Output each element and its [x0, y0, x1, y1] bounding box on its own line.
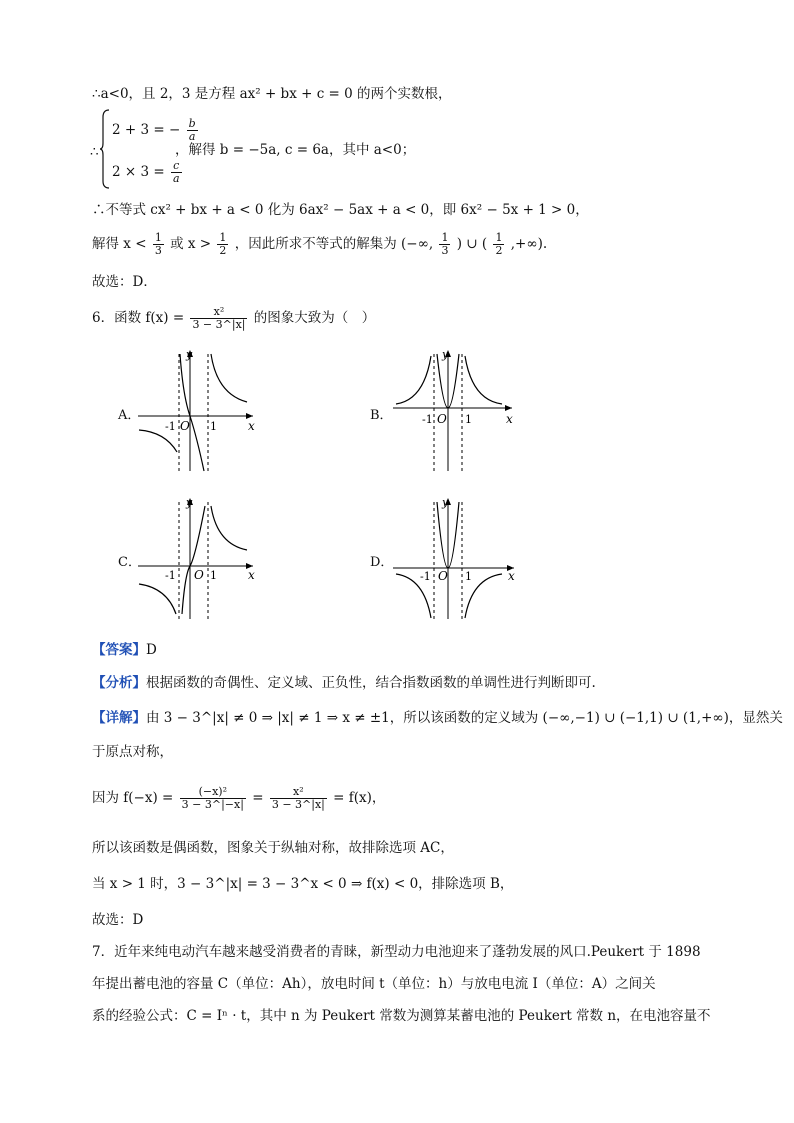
- neg-one-label: -1: [165, 420, 176, 433]
- x-label: x: [508, 569, 515, 583]
- option-b-label: B．: [370, 408, 393, 423]
- question-6: 6．函数 f(x) = $\frac{\text{x²}}{3 - 3\^{}|x|}$ 的图象大致为（ ）: [92, 305, 376, 331]
- solution-line: 解得 x < $\frac{1}{3}$ 或 x > $\frac{1}{2}$ ，因此所求不等式的解集为 (−∞, $\frac{1}{3}$ ) ∪ ( $\frac{1}{2}$ ,+∞).: [92, 231, 548, 257]
- because-line: 因为 f(−x) = $\frac{\text{(−x)²}}{3 - 3\^{}|-x|}$ = $\frac{\text{x²}}{3 - 3\^{}|x|}$ = f(x)，: [92, 785, 386, 811]
- x-label: x: [506, 412, 513, 426]
- system-result: ，解得 b = −5a, c = 6a，其中 a<0；: [175, 142, 416, 158]
- text-line: ∴a<0，且 2，3 是方程 ax² + bx + c = 0 的两个实数根，: [92, 86, 452, 102]
- graph-option-a: [135, 346, 265, 474]
- graph-option-c: [135, 494, 265, 622]
- option-d-label: D．: [370, 555, 394, 570]
- analysis-line: 【分析】根据函数的奇偶性、定义域、正负性，结合指数函数的单调性进行判断即可.: [92, 675, 596, 691]
- pos-one-label: 1: [210, 569, 217, 582]
- system-equation-2: 2 × 3 = $\frac{c}{a}$: [112, 159, 180, 185]
- origin-label: O: [438, 569, 448, 583]
- text-line: 故选：D: [92, 912, 144, 928]
- text-line: 故选：D．: [92, 274, 157, 290]
- graph-option-d: [390, 494, 520, 622]
- origin-label: O: [194, 568, 204, 582]
- pos-one-label: 1: [465, 570, 472, 583]
- text-line: ∴不等式 cx² + bx + a < 0 化为 6ax² − 5ax + a < 0，即 6x² − 5x + 1 > 0，: [92, 202, 589, 218]
- neg-one-label: -1: [165, 569, 176, 582]
- brace-icon: [100, 109, 110, 189]
- pos-one-label: 1: [465, 413, 472, 426]
- pos-one-label: 1: [210, 420, 217, 433]
- question-7-line-1: 7．近年来纯电动汽车越来越受消费者的青睐，新型动力电池迎来了蓬勃发展的风口.Peukert 于 1898: [92, 944, 701, 960]
- neg-one-label: -1: [422, 413, 433, 426]
- detail-line-2: 于原点对称，: [92, 744, 173, 760]
- text-line: 当 x > 1 时，3 − 3^|x| = 3 − 3^x < 0 ⇒ f(x) < 0，排除选项 B，: [92, 876, 514, 892]
- option-a-label: A．: [118, 408, 141, 423]
- text-line: 所以该函数是偶函数，图象关于纵轴对称，故排除选项 AC，: [92, 840, 454, 856]
- y-label: y: [186, 496, 193, 509]
- option-c-label: C．: [118, 555, 141, 570]
- question-7-line-2: 年提出蓄电池的容量 C（单位：Ah），放电时间 t（单位：h）与放电电流 I（单位：A）之间关: [92, 976, 656, 992]
- detail-line: 【详解】由 3 − 3^|x| ≠ 0 ⇒ |x| ≠ 1 ⇒ x ≠ ±1，所以该函数的定义域为 (−∞,−1) ∪ (−1,1) ∪ (1,+∞)，显然关: [92, 710, 783, 726]
- neg-one-label: -1: [420, 570, 431, 583]
- y-label: y: [186, 348, 193, 361]
- y-label: y: [442, 348, 449, 361]
- origin-label: O: [180, 419, 190, 433]
- answer-line: 【答案】D: [92, 642, 157, 658]
- graph-option-b: [390, 346, 520, 474]
- system-equation-1: 2 + 3 = − $\frac{b}{a}$: [112, 117, 196, 143]
- x-label: x: [248, 568, 255, 582]
- therefore-symbol: ∴: [90, 144, 99, 160]
- origin-label: O: [437, 412, 447, 426]
- y-label: y: [442, 496, 449, 509]
- x-label: x: [248, 419, 255, 433]
- question-7-line-3: 系的经验公式：C = Iⁿ · t，其中 n 为 Peukert 常数为测算某蓄电池的 Peukert 常数 n，在电池容量不: [92, 1008, 711, 1024]
